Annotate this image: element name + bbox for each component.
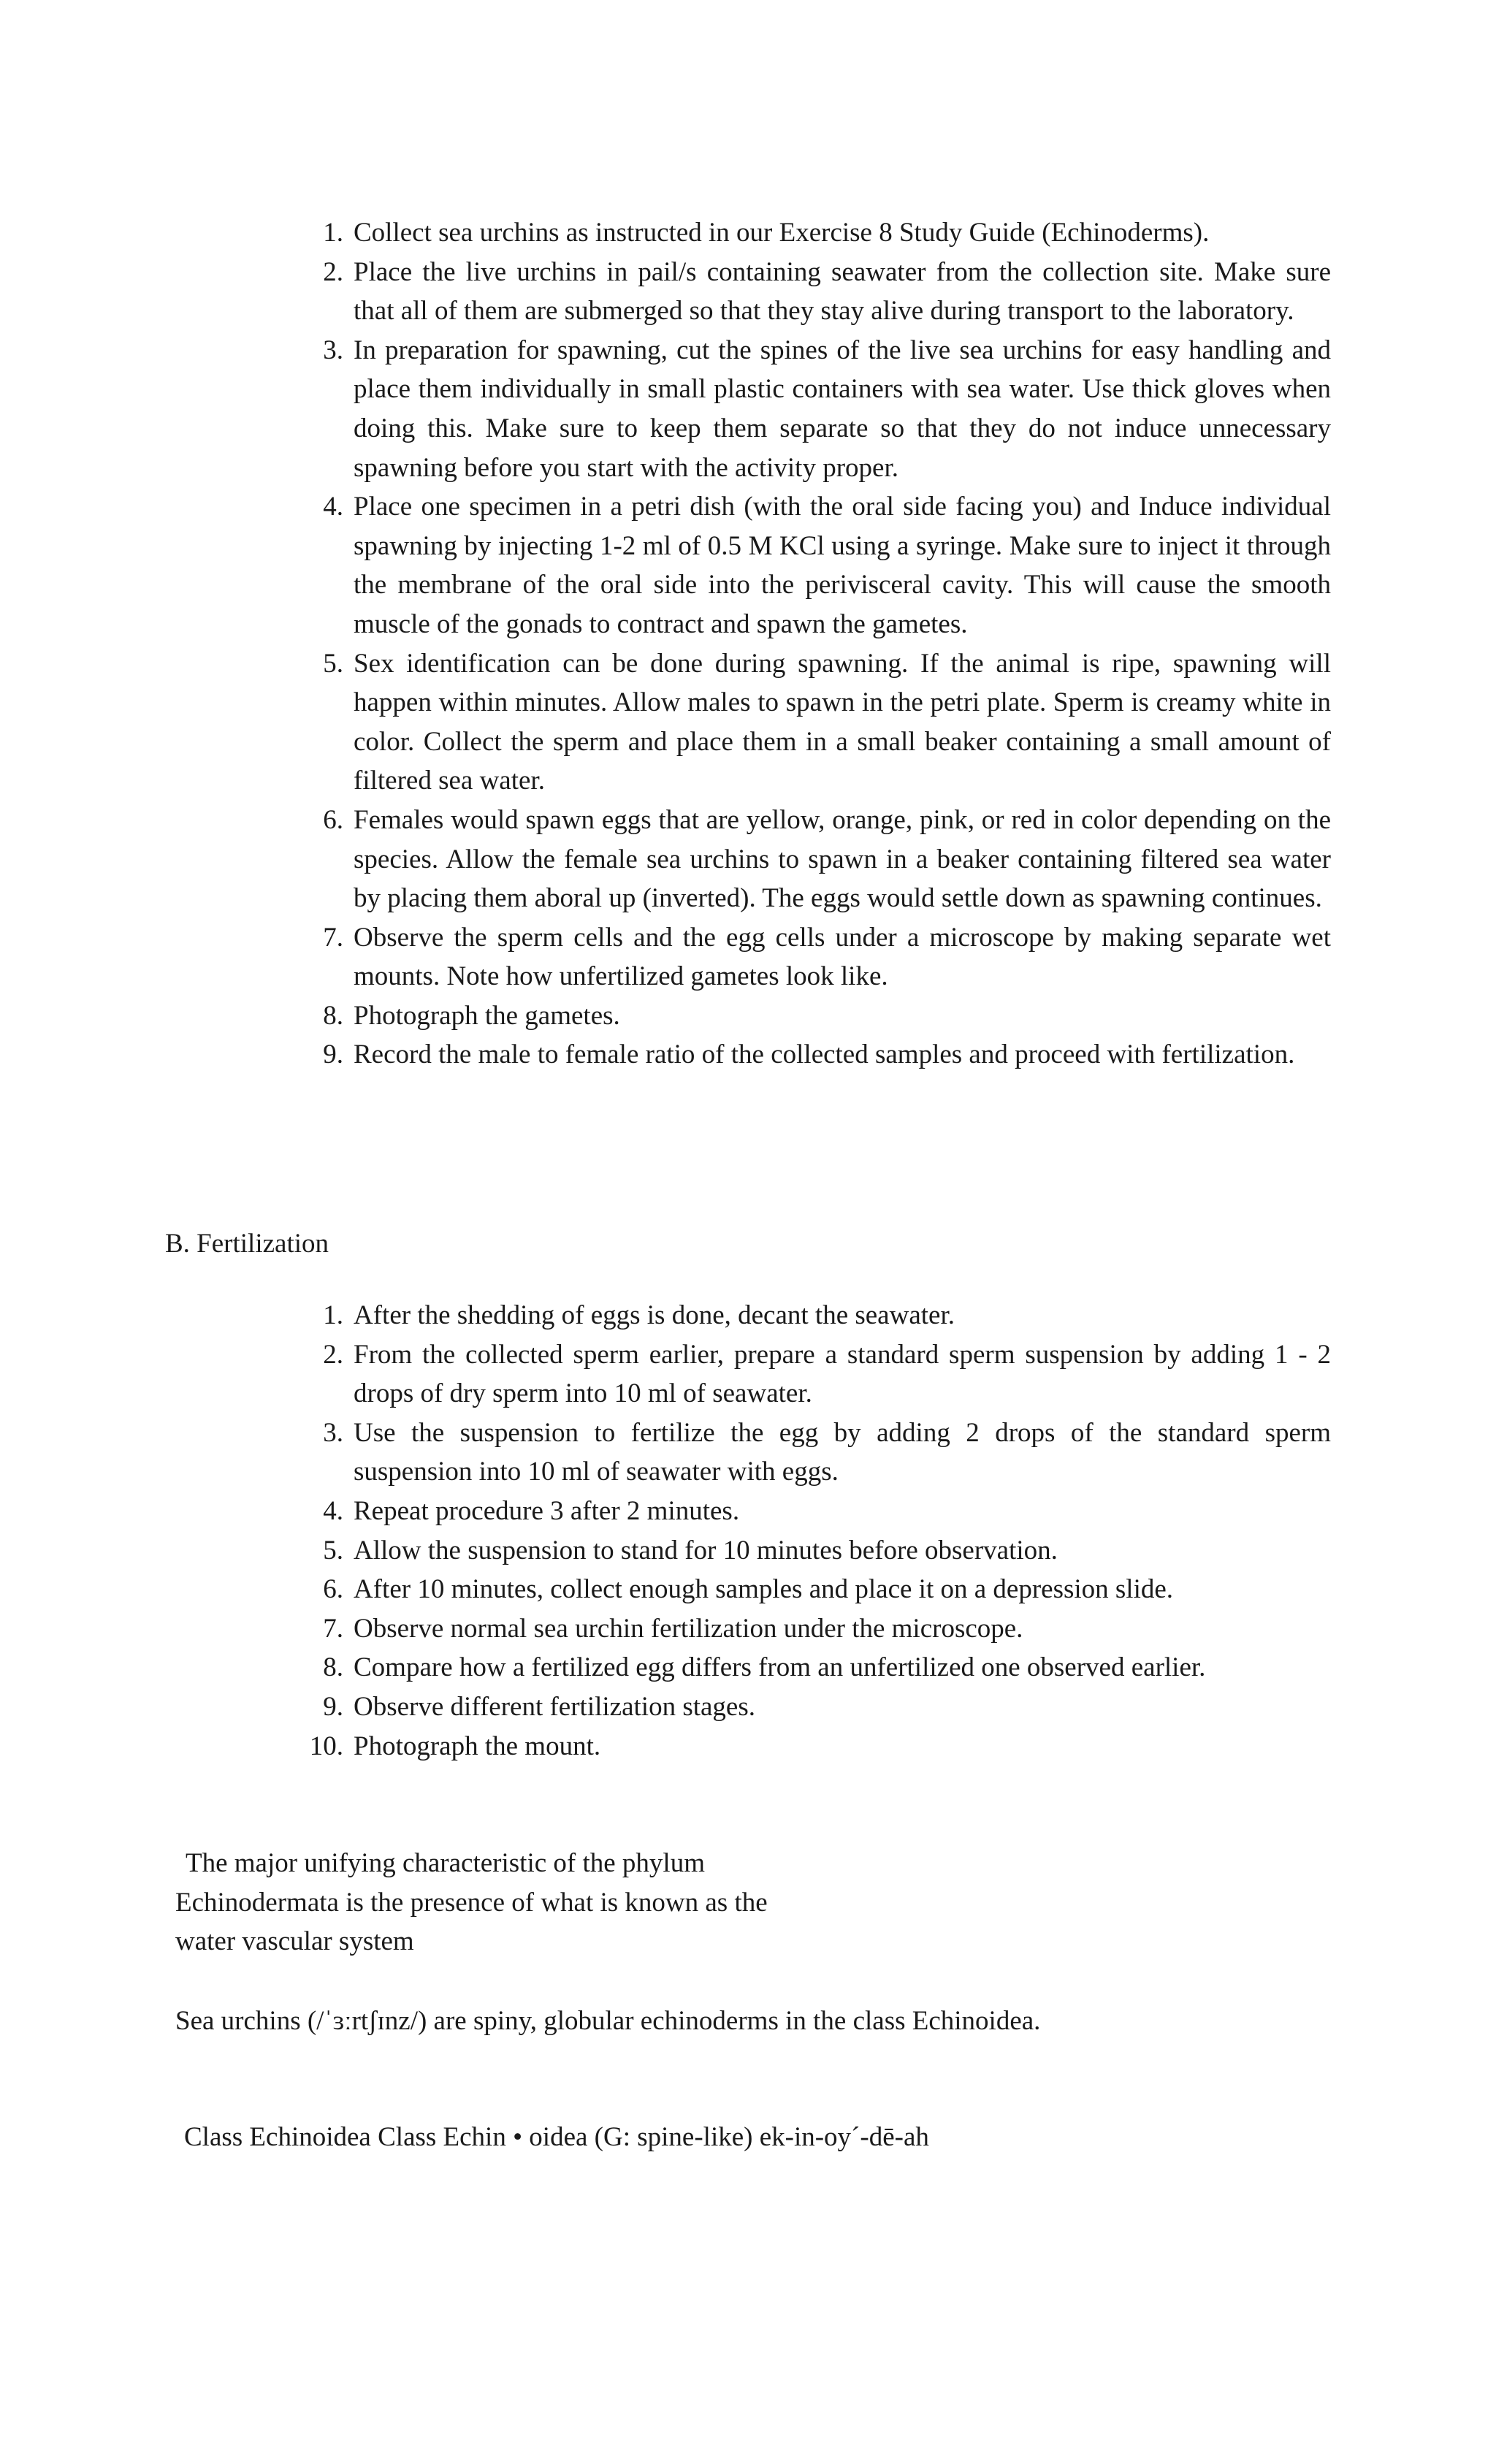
list-item-number: 9. [323, 1691, 343, 1722]
list-item [307, 253, 1331, 331]
list-item-text: Sex identification can be done during spawning. If the animal is ripe, spawning will happen within minutes. Allow males to spawn in the petri plate. Sperm is creamy white in color. Collect the sperm and place them in a small beaker containing a small amount of filtered sea water. [354, 648, 1331, 796]
list-item-text: Females would spawn eggs that are yellow, orange, pink, or red in color depending on the species. Allow the female sea urchins to spawn in a beaker containing filtered sea water by placing them aboral up (inverted). The eggs would settle down as spawning continues. [354, 804, 1331, 914]
list-item-number: 2. [323, 256, 343, 287]
note-line: The major unifying characteristic of the phylum [186, 1848, 705, 1878]
list-item-number: 1. [323, 1300, 343, 1330]
list-item [307, 1687, 1331, 1727]
list-item-number: 10. [309, 1731, 343, 1761]
list-item-number: 3. [323, 335, 343, 365]
note-line: water vascular system [175, 1926, 414, 1957]
list-item [307, 331, 1331, 487]
list-item-text: Compare how a fertilized egg differs from an unfertilized one observed earlier. [354, 1652, 1206, 1683]
list-item-number: 8. [323, 1652, 343, 1683]
list-item-text: After the shedding of eggs is done, decant the seawater. [354, 1300, 955, 1330]
list-item [307, 1296, 1331, 1335]
list-item-number: 7. [323, 922, 343, 953]
list-item-number: 6. [323, 1574, 343, 1605]
list-item-text: Photograph the mount. [354, 1731, 601, 1761]
list-item-number: 3. [323, 1417, 343, 1448]
list-item [307, 1609, 1331, 1649]
list-item-text: Place one specimen in a petri dish (with the oral side facing you) and Induce individual spawning by injecting 1-2 ml of 0.5 M KCl using a syringe. Make sure to inject it through the membrane of the oral side into the perivisceral cavity. This will cause the smooth muscle of the gonads to contract and spawn the gametes. [354, 492, 1331, 639]
list-item [307, 1570, 1331, 1609]
list-item [307, 918, 1331, 996]
list-item [307, 1335, 1331, 1414]
list-item-text: Photograph the gametes. [354, 1000, 620, 1031]
list-item-number: 7. [323, 1613, 343, 1644]
section-heading-fertilization: B. Fertilization [165, 1229, 329, 1259]
list-item-text: Observe different fertilization stages. [354, 1691, 755, 1722]
list-item-number: 5. [323, 648, 343, 679]
list-item-number: 2. [323, 1339, 343, 1370]
note-line: Echinodermata is the presence of what is known as the [175, 1887, 768, 1918]
list-item [307, 1727, 1331, 1766]
spawning-procedure-list [307, 213, 1331, 1075]
list-item-text: From the collected sperm earlier, prepare a standard sperm suspension by adding 1 - 2 drops of dry sperm into 10 ml of seawater. [354, 1339, 1331, 1409]
list-item-number: 4. [323, 1495, 343, 1526]
list-item [307, 1035, 1331, 1075]
list-item [307, 1414, 1331, 1492]
water-vascular-note [175, 1844, 877, 1961]
list-item-text: Observe normal sea urchin fertilization under the microscope. [354, 1613, 1023, 1644]
class-echinoidea-note: Class Echinoidea Class Echin • oidea (G: spine-like) ek-in-oy´-dē-ah [184, 2122, 929, 2152]
list-item-text: Allow the suspension to stand for 10 minutes before observation. [354, 1535, 1058, 1565]
list-item [307, 1531, 1331, 1571]
list-item [307, 801, 1331, 918]
list-item-text: Repeat procedure 3 after 2 minutes. [354, 1495, 740, 1526]
list-item-number: 8. [323, 1000, 343, 1031]
list-item-text: Record the male to female ratio of the collected samples and proceed with fertilization. [354, 1040, 1295, 1070]
list-item [307, 213, 1331, 253]
list-item-text: In preparation for spawning, cut the spines of the live sea urchins for easy handling and place them individually in small plastic containers with sea water. Use thick gloves when doing this. Make sure to keep them separate so that they do not induce unnecessary spawning before you start with the activity proper. [354, 335, 1331, 483]
sea-urchin-definition: Sea urchins (/ˈɜːrtʃɪnz/) are spiny, globular echinoderms in the class Echinoidea. [175, 2006, 1041, 2036]
list-item-text: Place the live urchins in pail/s containing seawater from the collection site. Make sure that all of them are submerged so that they stay alive during transport to the laboratory. [354, 256, 1331, 327]
list-item-number: 9. [323, 1040, 343, 1070]
list-item-text: Observe the sperm cells and the egg cells under a microscope by making separate wet mounts. Note how unfertilized gametes look like. [354, 922, 1331, 992]
fertilization-procedure-list [307, 1296, 1331, 1766]
list-item [307, 1648, 1331, 1687]
list-item [307, 1492, 1331, 1531]
list-item-number: 5. [323, 1535, 343, 1565]
list-item [307, 487, 1331, 644]
list-item-text: Collect sea urchins as instructed in our Exercise 8 Study Guide (Echinoderms). [354, 218, 1210, 248]
list-item-number: 4. [323, 492, 343, 522]
list-item-number: 6. [323, 804, 343, 835]
list-item-number: 1. [323, 218, 343, 248]
list-item [307, 996, 1331, 1036]
list-item [307, 644, 1331, 801]
list-item-text: After 10 minutes, collect enough samples and place it on a depression slide. [354, 1574, 1174, 1605]
list-item-text: Use the suspension to fertilize the egg by adding 2 drops of the standard sperm suspension into 10 ml of seawater with eggs. [354, 1417, 1331, 1487]
